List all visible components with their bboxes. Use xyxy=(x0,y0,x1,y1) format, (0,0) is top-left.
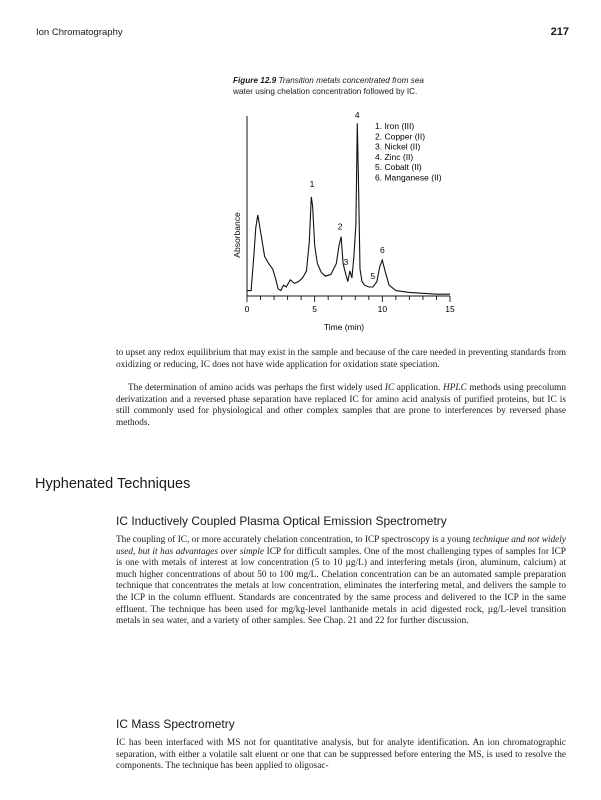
y-axis-label: Absorbance xyxy=(232,212,242,258)
legend-item: 4. Zinc (II) xyxy=(375,151,414,162)
subheading-icp: IC Inductively Coupled Plasma Optical Emission Spectrometry xyxy=(116,514,447,528)
legend-item: 2. Copper (II) xyxy=(375,131,426,142)
legend-item: 3. Nickel (II) xyxy=(375,141,421,152)
x-ticks xyxy=(247,296,450,302)
paragraph-3 xyxy=(116,535,566,628)
paragraph-1: to upset any redox equilibrium that may exist in the sample and because of the care needed in preventing standards from oxidizing or reducing, IC does not have wide application for oxidation state speciation. xyxy=(116,348,566,370)
paragraph-2-e: methods using precolumn derivatization and a reversed phase separation have replaced IC for amino acid analysis of purified proteins, but IC is still commonly used for physiological and other complex samples that are prone to interferences by reversed phase methods. xyxy=(116,383,566,428)
paragraph-2-c: application. xyxy=(394,383,443,393)
running-head: Ion Chromatography xyxy=(36,27,123,38)
section-heading: Hyphenated Techniques xyxy=(35,476,191,492)
legend-item: 1. Iron (III) xyxy=(375,121,415,131)
paragraph-3-a: The coupling of IC, or more accurately chelation concentration, to ICP spectroscopy is a young xyxy=(116,535,473,545)
paragraph-2 xyxy=(116,383,566,429)
paragraph-4: IC has been interfaced with MS not for quantitative analysis, but for analyte identification. An ion chromatographic separation, with either a volatile salt eluent or one that can be suppressed before entering the MS, is used to resolve the components. The technique has been applied to oligosac- xyxy=(116,738,566,772)
paragraph-2-a: The determination of amino acids was perhaps the first widely used xyxy=(128,383,385,393)
x-tick-labels xyxy=(245,304,455,314)
caption-line-2: water using chelation concentration followed by IC. xyxy=(233,87,418,96)
paragraph-3-c: ICP for difficult samples. One of the most challenging types of samples for ICP is one with metals of interest at low concentration (5 to 10 µg/L) and interfering metals (iron, aluminum, calcium) at much higher concentrations of about 50 to 100 mg/L. Chelation concentration can be an automated sample preparation technique that concentrates the metals at low concentration, eliminates the interfering metal, and delivers the sample to the ICP in the column effluent. Standards are concentrated by the same process and delivered to the ICP in the same effluent. The technique has been used for mg/kg-level lanthanide metals in acid digested rock, µg/L-level transition metals in sea water, and a variety of other samples. See Chap. 21 and 22 for further discussion. xyxy=(116,546,566,627)
x-tick-label: 15 xyxy=(445,304,455,314)
figure-label: Figure 12.9 xyxy=(233,76,277,85)
legend-item: 6. Manganese (II) xyxy=(375,172,442,183)
chart-legend xyxy=(375,121,442,183)
x-tick-label: 10 xyxy=(377,304,388,314)
x-tick-label: 5 xyxy=(312,304,318,314)
x-axis-label: Time (min) xyxy=(323,322,365,332)
legend-item: 5. Cobalt (II) xyxy=(375,162,422,173)
peak-label: 5 xyxy=(370,271,376,282)
peak-labels xyxy=(310,110,385,281)
page-number: 217 xyxy=(550,26,569,38)
peak-label: 6 xyxy=(379,245,385,255)
paragraph-2-d: HPLC xyxy=(443,383,467,393)
caption-line-1: Transition metals concentrated from sea xyxy=(278,76,424,85)
paragraph-3-b: technique and not widely used, but it has advantages over simple xyxy=(116,535,566,557)
peak-label: 4 xyxy=(354,110,360,121)
peak-label: 3 xyxy=(343,256,349,267)
subheading-ms: IC Mass Spectrometry xyxy=(116,717,235,731)
peak-label: 1 xyxy=(309,179,315,189)
x-tick-label: 0 xyxy=(244,304,250,314)
paragraph-2-b: IC xyxy=(384,383,395,393)
peak-label: 2 xyxy=(337,221,343,232)
